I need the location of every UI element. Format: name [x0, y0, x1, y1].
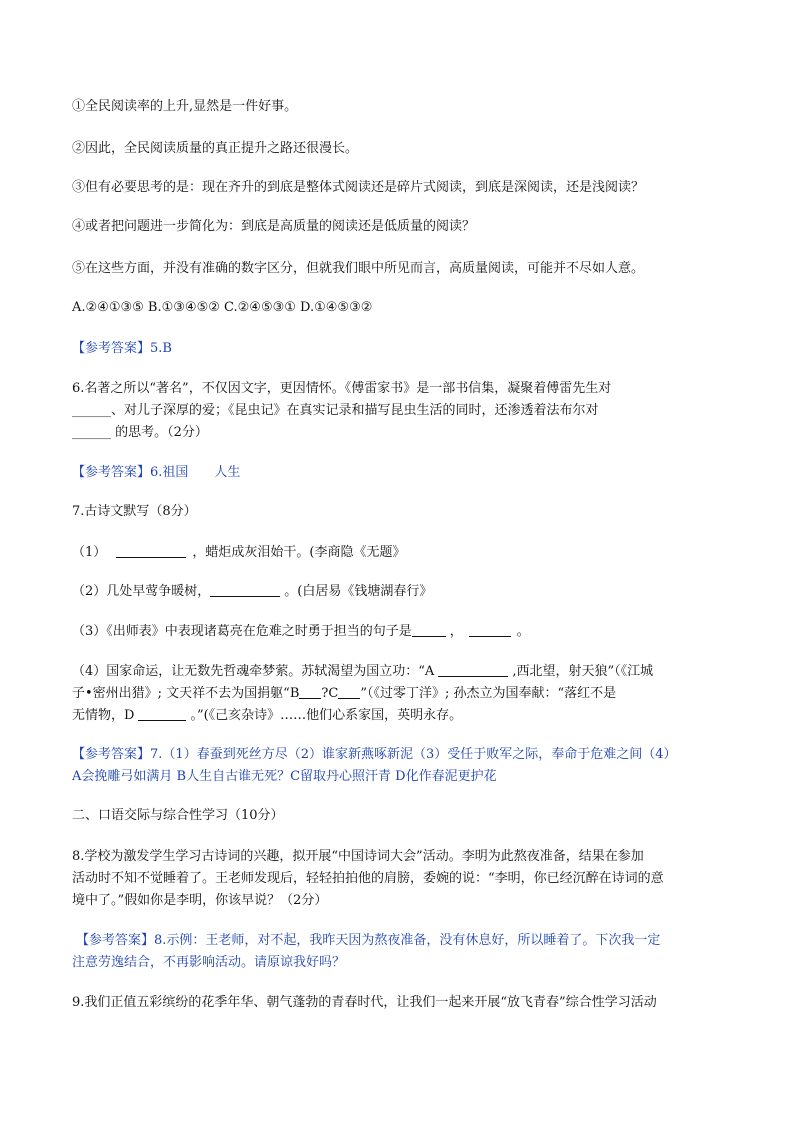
- q6-line-2: [72, 401, 599, 421]
- q7-l3-end: 。: [516, 624, 530, 639]
- q7-l1-prefix: （1）: [72, 545, 107, 560]
- q6-blank-2: ______: [72, 425, 111, 440]
- q5-answer-text: 5.B: [150, 341, 172, 356]
- q7-answer-line-2: A会挽雕弓如满月 B人生自古谁无死？C留取丹心照汗青 D化作春泥更护花: [72, 769, 497, 784]
- q7-line-5: [72, 684, 616, 704]
- q6-answer: [72, 463, 240, 483]
- q7-l5-mid: ?C: [321, 686, 339, 701]
- blank-line: [138, 706, 186, 721]
- q8-line-2: 活动时不知不觉睡着了。王老师发现后，轻轻拍拍他的肩膀，委婉的说：“李明，你已经沉醉在诗词的意: [72, 871, 664, 886]
- answer-tag: 【参考答案】: [72, 341, 151, 356]
- q7-line-2: [72, 582, 432, 602]
- q7-l6-end: 。”(《己亥杂诗》……他们心系家国，英明永存。: [190, 708, 463, 723]
- sentence-2: ②因此，全民阅读质量的真正提升之路还很漫长。: [72, 141, 359, 156]
- blank-line: [338, 684, 360, 699]
- q7-l5-text: 子•密州出猎》; 文天祥不去为国捐躯“B: [72, 686, 300, 701]
- q7-answer-line-1: [72, 745, 677, 765]
- q8-line-1: 8.学校为激发学生学习古诗词的兴趣，拟开展“中国诗词大会”活动。李明为此熬夜准备，结果在参加: [72, 849, 644, 864]
- q7-l3-comma: ，: [449, 624, 463, 639]
- q7-l2-text: （2）几处早莺争暖树，: [72, 584, 211, 599]
- q9-line-1: 9.我们正值五彩缤纷的花季年华、朝气蓬勃的青春时代，让我们一起来开展“放飞青春”综合性学习活动: [72, 995, 657, 1010]
- q7-l2-end: 。(白居易《钱塘湖春行》: [284, 584, 433, 599]
- q6-answer-text: 6.祖国 人生: [150, 465, 241, 480]
- q6-line-2-text: 、对儿子深厚的爱；《昆虫记》在真实记录和描写昆虫生活的同时，还渗透着法布尔对: [111, 403, 599, 418]
- q8-line-3: 境中了。”假如你是李明，你该早说？（2分）: [72, 893, 328, 908]
- q5-answer: [72, 339, 172, 359]
- blank-line: [412, 622, 446, 637]
- answer-tag: 【参考答案】: [76, 933, 155, 948]
- q7-l3-text: （3）《出师表》中表现诸葛亮在危难之时勇于担当的句子是: [72, 624, 412, 639]
- answer-tag: 【参考答案】: [72, 465, 151, 480]
- blank-line: [116, 543, 186, 558]
- q7-line-1: [72, 543, 406, 563]
- q7-l1-text: ，蜡炬成灰泪始干。(李商隐《无题》: [192, 545, 406, 560]
- q8-answer-line-1: [76, 931, 660, 951]
- blank-line: [210, 582, 280, 597]
- q7-line-4: [72, 662, 653, 682]
- q7-l4-text: （4）国家命运，让无数先哲魂牵梦萦。苏轼渴望为国立功：“A: [72, 664, 435, 679]
- q6-line-1: 6.名著之所以“著名”，不仅因文字，更因情怀。《傅雷家书》是一部书信集，凝聚着傅雷先生对: [72, 381, 612, 396]
- q7-line-6: [72, 706, 462, 726]
- q8-answer-line-2: 注意劳逸结合，不再影响活动。请原谅我好吗？: [72, 955, 346, 970]
- blank-line: [438, 662, 508, 677]
- q6-line-3-text: 的思考。（2分）: [111, 425, 208, 440]
- q5-options: A.②④①③⑤ B.①③④⑤② C.②④⑤③① D.①④⑤③②: [72, 300, 373, 315]
- q7-l6-text: 无情物，D: [72, 708, 135, 723]
- sentence-1: ①全民阅读率的上升,显然是一件好事。: [72, 99, 298, 114]
- sentence-3: ③但有必要思考的是：现在齐升的到底是整体式阅读还是碎片式阅读，到底是深阅读，还是浅阅读？: [72, 180, 645, 195]
- q7-title: 7.古诗文默写（8分）: [72, 504, 197, 519]
- section-2-heading: 二、口语交际与综合性学习（10分）: [72, 808, 284, 823]
- blank-line: [469, 622, 511, 637]
- q7-l5-end: ”（《过零丁洋》; 孙杰立为国奉献：“落红不是: [360, 686, 617, 701]
- sentence-5: ⑤在这些方面，并没有准确的数字区分，但就我们眼中所见而言，高质量阅读，可能并不尽如人意。: [72, 261, 645, 276]
- blank-line: [299, 684, 321, 699]
- sentence-4: ④或者把问题进一步简化为：到底是高质量的阅读还是低质量的阅读？: [72, 219, 476, 234]
- q7-answer-text-1: 7.（1）春蚕到死丝方尽（2）谁家新燕啄新泥（3）受任于败军之际，奉命于危难之间（4）: [150, 747, 677, 762]
- q6-blank-1: ______: [72, 403, 111, 418]
- q7-line-3: [72, 622, 530, 642]
- q6-line-3: [72, 423, 208, 443]
- q8-answer-text-1: 8.示例：王老师，对不起，我昨天因为熬夜准备，没有休息好，所以睡着了。下次我一定: [154, 933, 661, 948]
- q7-l4-end: ,西北望，射天狼”（《江城: [512, 664, 654, 679]
- answer-tag: 【参考答案】: [72, 747, 151, 762]
